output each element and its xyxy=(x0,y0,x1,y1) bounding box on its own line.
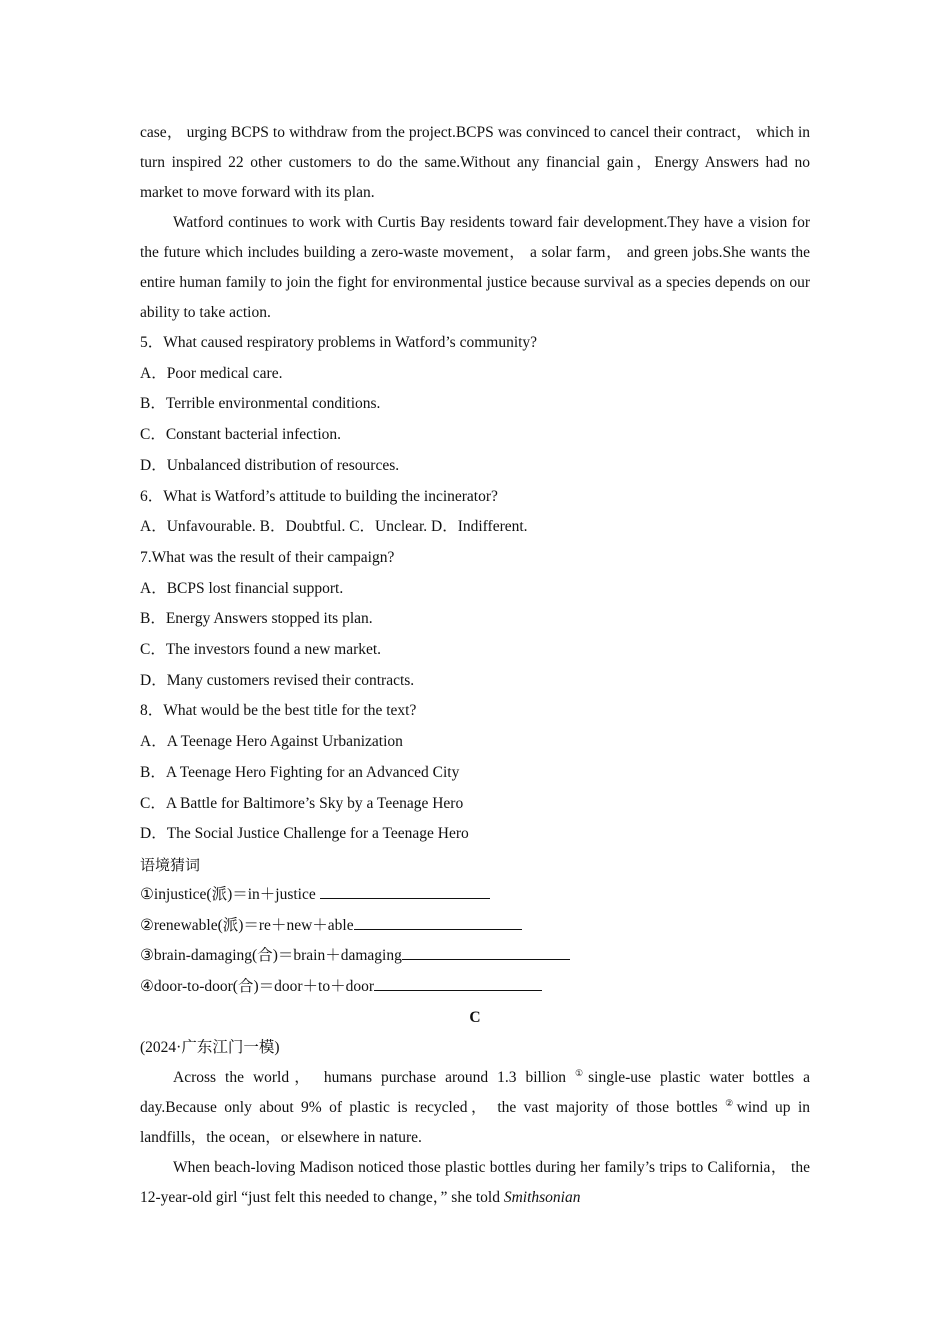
passage-c-p1-text-2: single-use plastic water bottles a day.Because only about 9% of plastic is recycled， the vast majority of those bottles xyxy=(140,1069,810,1117)
question-5-option-c: C．Constant bacterial infection. xyxy=(140,426,342,444)
question-7 xyxy=(140,543,810,697)
vocab-item-4-text: ④door-to-door(合)＝door＋to＋door xyxy=(140,978,374,996)
passage-c-p1-text-3: wind up in landfills，the ocean，or elsewhere in nature. xyxy=(140,1099,811,1147)
question-7-option-a: A．BCPS lost financial support. xyxy=(140,579,344,597)
question-7-option-b: B．Energy Answers stopped its plan. xyxy=(140,610,373,628)
question-5-option-d: D．Unbalanced distribution of resources. xyxy=(140,456,400,474)
passage-c-label: C xyxy=(469,1008,481,1026)
vocab-section xyxy=(140,850,810,1003)
page-content xyxy=(140,118,810,1213)
question-6-stem: 6．What is Watford’s attitude to building the incinerator? xyxy=(140,487,498,505)
passage-b-paragraph-2: Watford continues to work with Curtis Bay residents toward fair development.They have a vision for the future which includes building a zero-waste movement， a solar farm， and green jobs.She wants the entire human family to join the fight for environmental justice because survival as a species depends on our ability to take action. xyxy=(140,214,810,321)
passage-c-source: (2024·广东江门一模) xyxy=(140,1038,280,1056)
vocab-item-3-text: ③brain-damaging(合)＝brain＋damaging xyxy=(140,947,402,965)
question-5 xyxy=(140,328,810,482)
question-7-option-d: D．Many customers revised their contracts. xyxy=(140,671,415,689)
vocab-item-3 xyxy=(140,941,810,972)
vocab-item-2 xyxy=(140,911,810,942)
footnote-marker-1: ① xyxy=(574,1068,589,1079)
passage-c-paragraph-1 xyxy=(140,1063,810,1153)
vocab-item-4-answer-blank[interactable] xyxy=(374,976,542,991)
passage-c-paragraph-2 xyxy=(140,1153,810,1213)
publication-name: Smithsonian xyxy=(503,1189,581,1207)
question-8-stem: 8．What would be the best title for the text? xyxy=(140,702,417,720)
question-8-option-c: C．A Battle for Baltimore’s Sky by a Teenage Hero xyxy=(140,794,464,812)
passage-c-p2-text-1: When beach-loving Madison noticed those plastic bottles during her family’s trips to California， the 12-year-old girl “just felt this needed to change，” she told xyxy=(140,1159,810,1207)
footnote-marker-2: ② xyxy=(725,1098,737,1109)
question-8-option-a: A．A Teenage Hero Against Urbanization xyxy=(140,733,403,751)
passage-c-p1-text-1: Across the world， humans purchase around 1.3 billion xyxy=(173,1069,575,1087)
vocab-item-3-answer-blank[interactable] xyxy=(402,945,570,960)
question-5-stem: 5．What caused respiratory problems in Watford’s community? xyxy=(140,334,538,351)
vocab-item-1 xyxy=(140,880,810,911)
question-7-stem: 7.What was the result of their campaign? xyxy=(140,548,395,566)
vocab-item-4 xyxy=(140,972,810,1003)
vocab-item-2-text: ②renewable(派)＝re＋new＋able xyxy=(140,916,354,934)
vocab-item-1-answer-blank[interactable] xyxy=(320,884,490,899)
question-6-options: A．Unfavourable. B．Doubtful. C．Unclear. D．Indifferent. xyxy=(140,518,528,536)
question-8 xyxy=(140,696,810,850)
vocab-item-2-answer-blank[interactable] xyxy=(354,915,522,930)
question-5-option-a: A．Poor medical care. xyxy=(140,364,283,382)
question-8-option-b: B．A Teenage Hero Fighting for an Advanced City xyxy=(140,763,460,781)
vocab-heading: 语境猜词 xyxy=(140,855,201,874)
question-7-option-c: C．The investors found a new market. xyxy=(140,641,382,659)
vocab-item-1-text: ①injustice(派)＝in＋justice xyxy=(140,885,320,903)
passage-b-paragraph-1: case， urging BCPS to withdraw from the project.BCPS was convinced to cancel their contract， which in turn inspired 22 other customers to do the same.Without any financial gain，Energy Answers had no market to move forward with its plan. xyxy=(140,124,810,201)
question-6 xyxy=(140,482,810,543)
question-5-option-b: B．Terrible environmental conditions. xyxy=(140,395,381,413)
question-8-option-d: D．The Social Justice Challenge for a Teenage Hero xyxy=(140,825,469,843)
